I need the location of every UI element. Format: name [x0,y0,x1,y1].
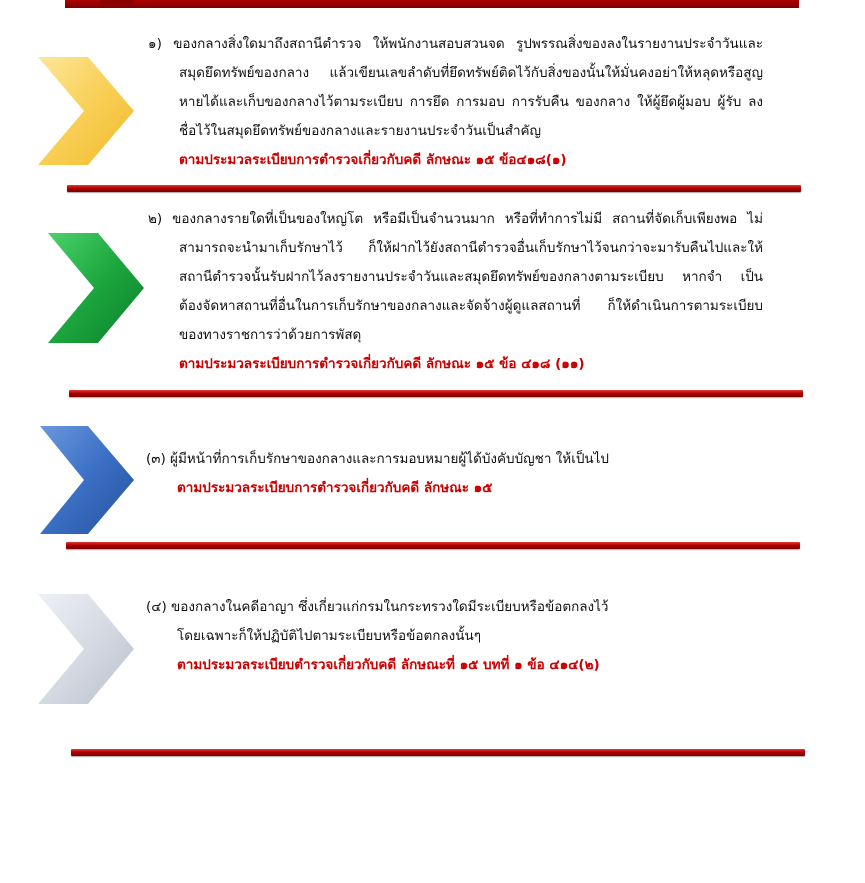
section-1 [148,30,763,175]
section-divider [71,749,805,756]
section-2-line: สามารถจะนำมาเก็บรักษาไว้ ก็ให้ฝากไว้ยังสถานีตำรวจอื่นเก็บรักษาไว้จนกว่าจะมารับคืนไปและให้ [179,240,763,256]
section-4-line: (๔) ของกลางในคดีอาญา ซึ่งเกี่ยวแก่กรมในกระทรวงใดมีระเบียบหรือข้อตกลงไว้ [146,599,609,615]
yellow-chevron-icon [36,55,136,167]
green-chevron-icon [46,231,146,345]
section-divider [67,185,801,192]
top-divider [65,0,799,8]
section-2-line: ๒) ของกลางรายใดที่เป็นของใหญ่โต หรือมีเป็นจำนวนมาก หรือที่ทำการไม่มี สถานที่จัดเก็บเพียงพอ ไม่ [148,211,763,227]
top-divider-ornament [100,0,134,6]
section-2-line: สถานีตำรวจนั้นรับฝากไว้ลงรายงานประจำวันและสมุดยึดทรัพย์ของกลางตามระเบียบ หากจำ เป็น [179,269,763,285]
section-2-line: ต้องจัดหาสถานที่อื่นในการเก็บรักษาของกลางและจัดจ้างผู้ดูแลสถานที่ ก็ให้ดำเนินการตามระเบียบ [179,298,763,314]
blue-chevron-icon [38,424,136,536]
section-2-line: ของทางราชการว่าด้วยการพัสดุ [179,327,362,343]
section-divider [69,390,803,397]
section-1-line: ชื่อไว้ในสมุดยึดทรัพย์ของกลางและรายงานประจำวันเป็นสำคัญ [179,123,542,139]
section-2 [148,205,763,379]
section-3-reference: ตามประมวลระเบียบการตำรวจเกี่ยวกับคดี ลักษณะ ๑๕ [177,480,493,496]
section-1-line: หายได้และเก็บของกลางไว้ตามระเบียบ การยึด การมอบ การรับคืน ของกลาง ให้ผู้ยึดผู้มอบ ผู้รับ ลง [179,94,763,110]
section-2-reference: ตามประมวลระเบียบการตำรวจเกี่ยวกับคดี ลักษณะ ๑๕ ข้อ ๔๑๘ (๑๑) [179,356,585,372]
gray-chevron-icon [36,592,136,706]
section-divider [66,542,800,549]
section-1-line: ๑) ของกลางสิ่งใดมาถึงสถานีตำรวจ ให้พนักงานสอบสวนจด รูปพรรณสิ่งของลงในรายงานประจำวันและ [148,36,763,52]
section-1-line: สมุดยึดทรัพย์ของกลาง แล้วเขียนเลขลำดับที่ยึดทรัพย์ติดไว้กับสิ่งของนั้นให้มั่นคงอย่าให้หลุดหรือสูญ [179,65,763,81]
section-1-reference: ตามประมวลระเบียบการตำรวจเกี่ยวกับคดี ลักษณะ ๑๕ ข้อ๔๑๘(๑) [179,152,567,168]
section-4-reference: ตามประมวลระเบียบตำรวจเกี่ยวกับคดี ลักษณะที่ ๑๕ บทที่ ๑ ข้อ ๔๑๔(๒) [177,657,600,673]
section-3 [146,445,786,503]
section-4-line: โดยเฉพาะก็ให้ปฏิบัติไปตามระเบียบหรือข้อตกลงนั้นๆ [177,628,481,644]
section-4 [146,593,786,680]
section-3-line: (๓) ผู้มีหน้าที่การเก็บรักษาของกลางและการมอบหมายผู้ได้บังคับบัญชา ให้เป็นไป [146,451,609,467]
